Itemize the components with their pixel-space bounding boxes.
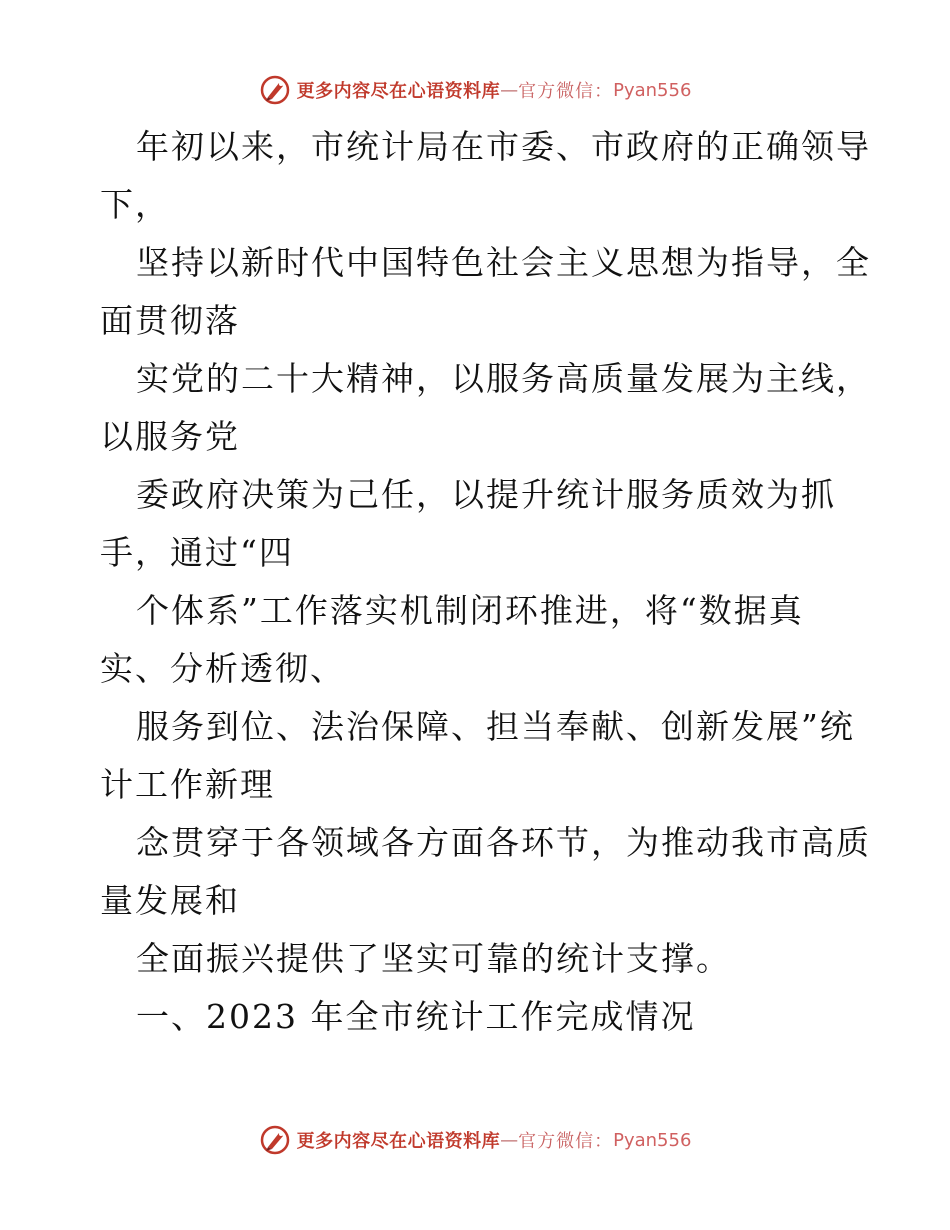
paragraph-line: 实党的二十大精神，以服务高质量发展为主线， (136, 359, 871, 398)
paragraph-line: 服务到位、法治保障、担当奉献、创新发展”统 (136, 707, 855, 746)
paragraph-line: 坚持以新时代中国特色社会主义思想为指导，全 (136, 243, 871, 282)
paragraph-line: 计工作新理 (100, 765, 275, 804)
banner-wechat-label: 官方微信： (518, 1131, 614, 1152)
brush-pen-logo-icon (259, 74, 291, 106)
paragraph-line: 下， (100, 185, 170, 224)
paragraph-line: 年初以来，市统计局在市委、市政府的正确领导 (136, 127, 871, 166)
paragraph-line: 手，通过“四 (100, 533, 294, 572)
paragraph-line: 个体系”工作落实机制闭环推进，将“数据真 (136, 591, 804, 630)
banner-dash: — (500, 1129, 519, 1151)
paragraph-line: 实、分析透彻、 (100, 649, 345, 688)
paragraph-line: 量发展和 (100, 881, 240, 920)
paragraph-line: 面贯彻落 (100, 301, 240, 340)
section-heading: 一、2023 年全市统计工作完成情况 (136, 997, 696, 1036)
banner-wechat-id: Pyan556 (613, 1129, 692, 1151)
paragraph-line: 念贯穿于各领域各方面各环节，为推动我市高质 (136, 823, 871, 862)
paragraph-line: 委政府决策为己任，以提升统计服务质效为抓 (136, 475, 836, 514)
banner-main-text: 更多内容尽在心语资料库 (296, 1131, 501, 1152)
document-body (100, 118, 871, 1046)
header-banner (0, 70, 950, 110)
paragraph-line: 以服务党 (100, 417, 240, 456)
brush-pen-logo-icon (259, 1124, 291, 1156)
paragraph-line: 全面振兴提供了坚实可靠的统计支撑。 (136, 939, 731, 978)
banner-wechat-label: 官方微信： (518, 81, 614, 102)
footer-banner (0, 1120, 950, 1160)
banner-dash: — (500, 79, 519, 101)
banner-wechat-id: Pyan556 (613, 79, 692, 101)
banner-main-text: 更多内容尽在心语资料库 (296, 81, 501, 102)
